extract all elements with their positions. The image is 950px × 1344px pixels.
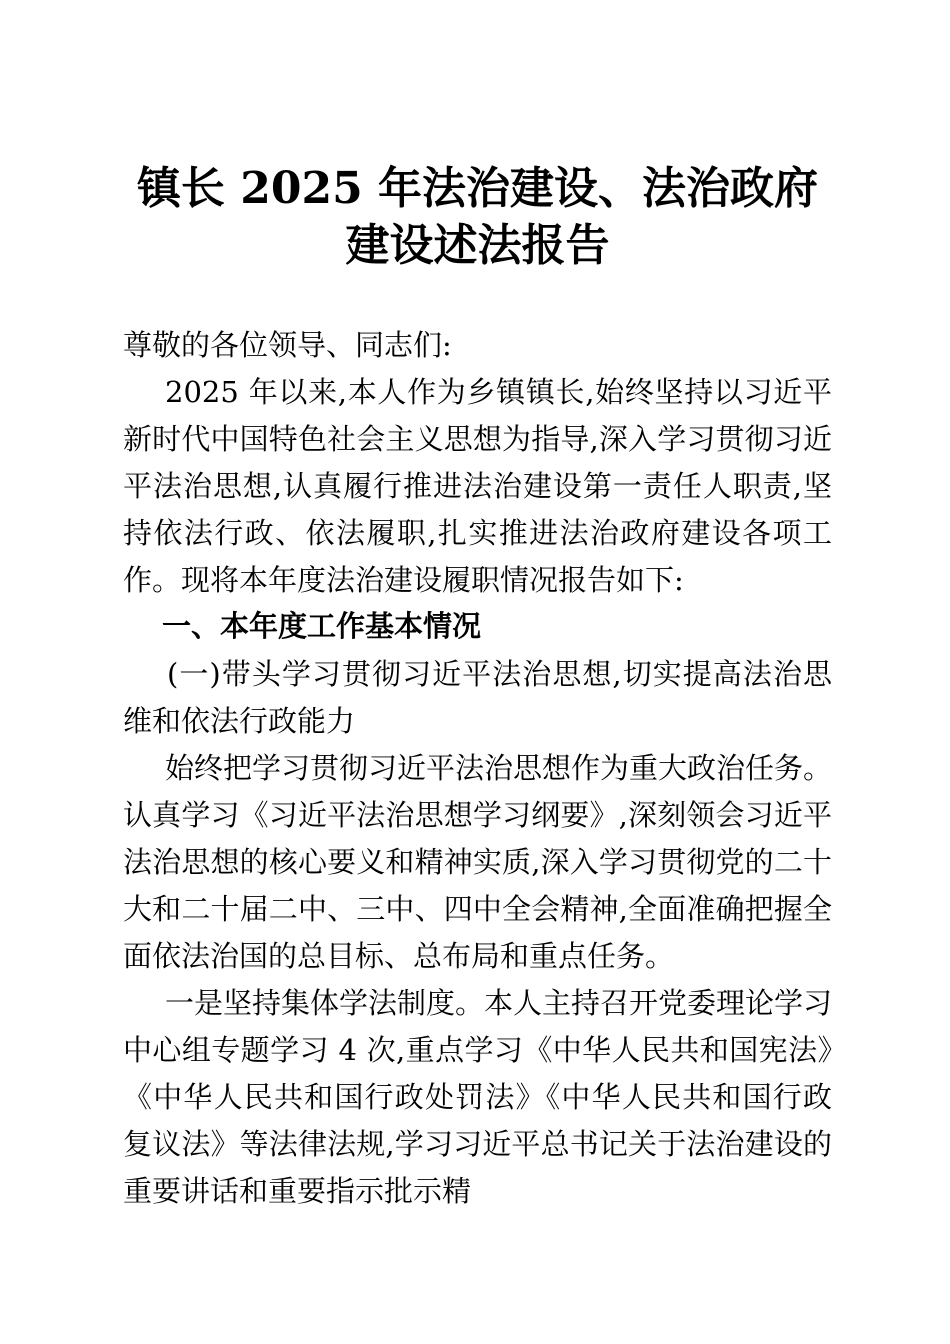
subsection-1-1-heading: (一)带头学习贯彻习近平法治思想,切实提高法治思维和依法行政能力 — [123, 657, 832, 738]
section-1-heading: 一、本年度工作基本情况 — [162, 611, 482, 643]
subsection-1-1-paragraph-2: 一是坚持集体学法制度。本人主持召开党委理论学习中心组专题学习 4 次,重点学习《中华人民共和国宪法》《中华人民共和国行政处罚法》《中华人民共和国行政复议法》等法律法规,学习习近平总书记关于法治建设的重要讲话和重要指示批示精 — [123, 986, 833, 1208]
subsection-1-1-paragraph-1: 始终把学习贯彻习近平法治思想作为重大政治任务。认真学习《习近平法治思想学习纲要》,深刻领会习近平法治思想的核心要义和精神实质,深入学习贯彻党的二十大和二十届二中、三中、四中全会精神,全面准确把握全面依法治国的总目标、总布局和重点任务。 — [123, 751, 833, 973]
intro-paragraph: 2025 年以来,本人作为乡镇镇长,始终坚持以习近平新时代中国特色社会主义思想为指导,深入学习贯彻习近平法治思想,认真履行推进法治建设第一责任人职责,坚持依法行政、依法履职,扎实推进法治政府建设各项工作。现将本年度法治建设履职情况报告如下: — [123, 375, 832, 597]
salutation-line: 尊敬的各位领导、同志们: — [123, 328, 452, 362]
document-title: 镇长 2025 年法治建设、法治政府建设述法报告 — [136, 163, 819, 271]
